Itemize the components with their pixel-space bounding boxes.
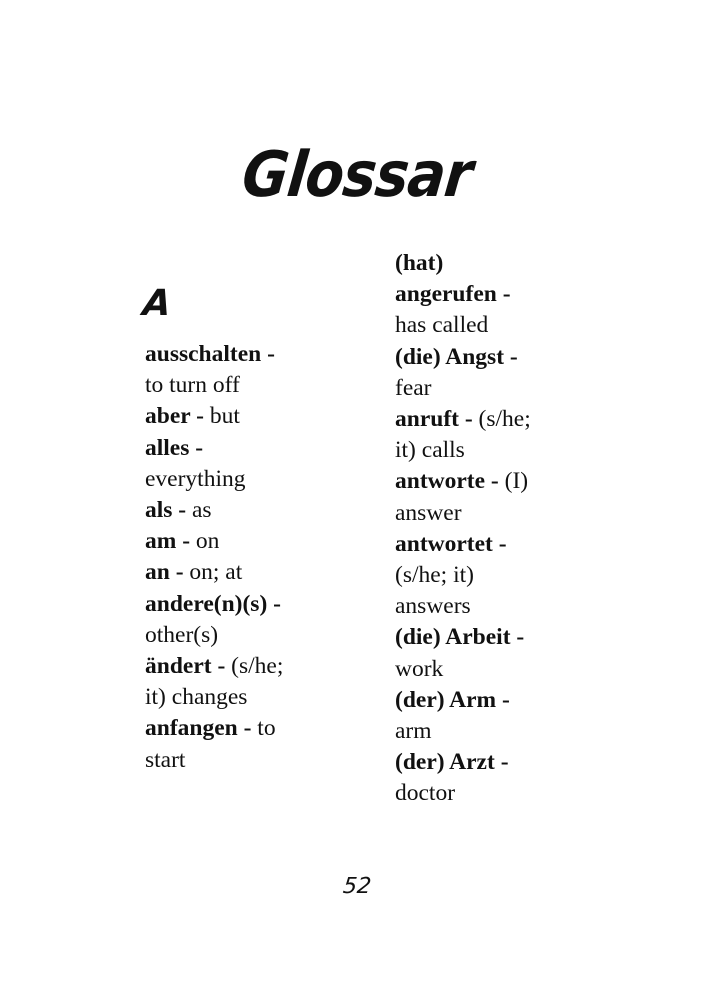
glossary-entry [145, 339, 345, 401]
glossary-entry [395, 622, 575, 684]
glossary-definition: everything [145, 465, 246, 492]
glossary-definition: (s/he; [472, 406, 531, 433]
glossary-entry [395, 466, 575, 528]
glossary-entry-line [145, 339, 345, 370]
glossary-term: (der) Arzt - [395, 749, 509, 776]
glossary-term: (die) Arbeit - [395, 624, 525, 651]
glossary-term: an - [145, 559, 184, 586]
glossary-definition: has called [395, 312, 489, 339]
glossary-definition: but [203, 403, 240, 430]
glossary-definition: start [145, 746, 186, 773]
glossary-term: ändert - [145, 653, 226, 680]
glossary-definition: (I) [498, 468, 529, 495]
glossary-definition: arm [395, 718, 432, 745]
glossary-entry-line [395, 373, 575, 404]
glossary-definition: it) changes [145, 684, 248, 711]
glossary-entry-line [145, 745, 345, 776]
glossary-entry [145, 713, 345, 775]
glossary-term: alles - [145, 434, 204, 461]
glossary-column-left [145, 339, 345, 776]
glossary-entry-line [145, 370, 345, 401]
glossary-definition: on; at [183, 559, 243, 586]
glossary-definition: work [395, 655, 444, 682]
page-title: Glossar [238, 139, 476, 212]
glossary-entry-line [145, 526, 345, 557]
glossary-entry [145, 495, 345, 526]
glossary-definition: (s/he; [225, 653, 284, 680]
glossary-entry-line [395, 498, 575, 529]
glossary-entry-line [395, 778, 575, 809]
glossary-entry [145, 433, 345, 495]
glossary-entry-line [395, 591, 575, 622]
glossary-entry [395, 404, 575, 466]
glossary-entry-line [395, 654, 575, 685]
glossary-entry [145, 401, 345, 432]
glossary-term: anruft - [395, 406, 473, 433]
glossary-definition: fear [395, 374, 432, 401]
glossary-entry [395, 529, 575, 623]
glossary-entry-line [145, 464, 345, 495]
glossary-entry [145, 557, 345, 588]
glossary-entry-line [395, 435, 575, 466]
glossary-entry-line [395, 716, 575, 747]
glossary-entry-line [395, 685, 575, 716]
glossary-term: antwortet - [395, 530, 507, 557]
glossary-definition: as [186, 497, 212, 524]
glossary-definition: to turn off [145, 372, 240, 399]
glossary-entry-line [145, 620, 345, 651]
glossary-term: als - [145, 497, 187, 524]
glossary-entry-line [395, 248, 575, 279]
glossary-entry-line [395, 529, 575, 560]
glossary-column-right [395, 248, 575, 810]
section-letter-heading: A [140, 283, 174, 324]
glossary-entry [395, 685, 575, 747]
glossary-entry-line [145, 589, 345, 620]
glossary-term: (die) Angst - [395, 343, 518, 370]
glossary-entry-line [145, 401, 345, 432]
glossary-term: angerufen - [395, 281, 511, 308]
glossary-entry-line [395, 310, 575, 341]
glossary-entry-line [145, 713, 345, 744]
glossary-entry-line [395, 622, 575, 653]
glossary-entry [395, 747, 575, 809]
glossary-definition: answer [395, 499, 462, 526]
glossary-entry [145, 589, 345, 651]
glossary-entry-line [395, 466, 575, 497]
glossary-term: (hat) [395, 250, 444, 276]
glossary-entry-line [395, 560, 575, 591]
glossary-definition: other(s) [145, 621, 219, 648]
glossary-entry-line [145, 682, 345, 713]
glossary-entry-line [145, 495, 345, 526]
glossary-entry-line [145, 651, 345, 682]
glossary-term: ausschalten - [145, 341, 275, 367]
glossary-term: aber - [145, 403, 204, 430]
glossary-entry [145, 526, 345, 557]
glossary-term: anfangen - [145, 715, 252, 742]
glossary-term: am - [145, 528, 191, 555]
glossary-entry [395, 342, 575, 404]
glossary-definition: doctor [395, 780, 456, 807]
glossary-definition: answers [395, 593, 471, 620]
glossary-term: andere(n)(s) - [145, 590, 281, 617]
glossary-definition: on [190, 528, 220, 555]
glossary-definition: (s/he; it) [395, 562, 474, 589]
glossary-definition: to [251, 715, 276, 742]
glossary-term: antworte - [395, 468, 499, 495]
glossary-entry-line [395, 747, 575, 778]
glossary-term: (der) Arm - [395, 686, 510, 713]
page-number: 52 [341, 874, 373, 899]
glossary-entry-line [145, 557, 345, 588]
glossary-entry-line [395, 279, 575, 310]
glossary-entry-line [395, 404, 575, 435]
glossary-entry-line [145, 433, 345, 464]
glossary-entry [145, 651, 345, 713]
glossary-entry [395, 248, 575, 342]
glossary-definition: it) calls [395, 437, 465, 464]
glossary-entry-line [395, 342, 575, 373]
